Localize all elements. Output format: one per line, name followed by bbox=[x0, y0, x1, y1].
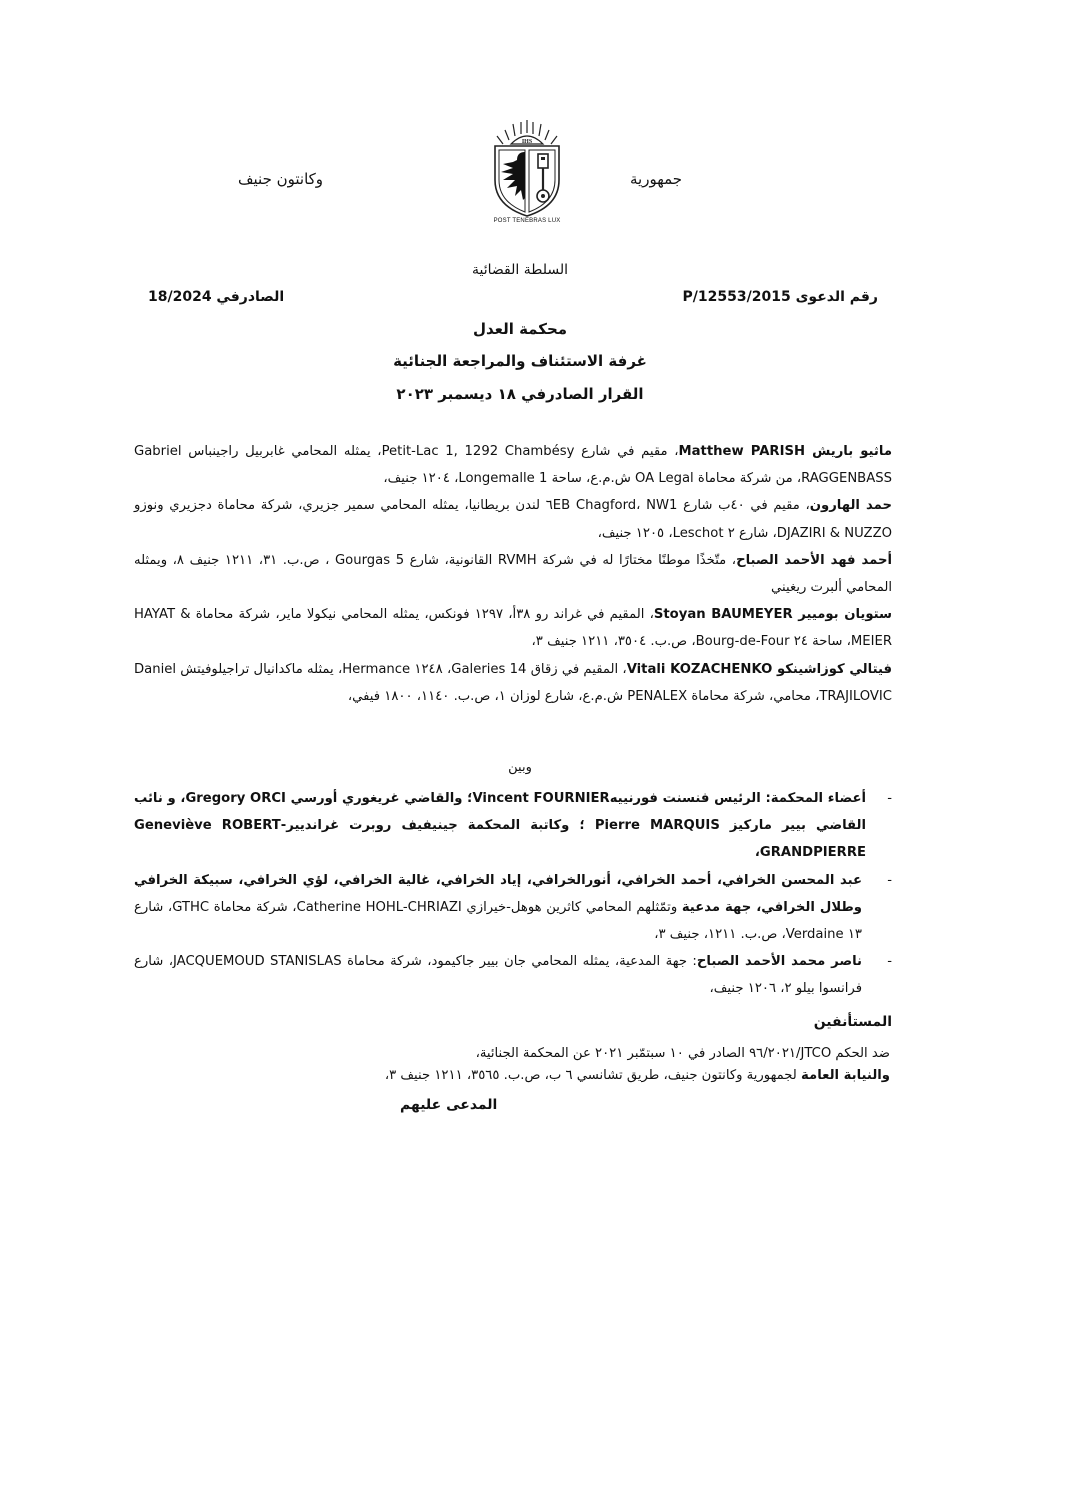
party-paragraph bbox=[134, 601, 892, 655]
party-paragraph bbox=[134, 547, 892, 601]
prosecution-line bbox=[310, 1065, 890, 1087]
between-label: وبين bbox=[508, 760, 532, 775]
header-republic: جمهورية bbox=[630, 170, 683, 188]
decision-date: القرار الصادرفي ١٨ ديسمبر ٢٠٢٣ bbox=[396, 385, 644, 403]
party-name: حمد الهارون bbox=[809, 498, 892, 514]
party-paragraph bbox=[134, 438, 892, 492]
list-item-bold: ناصر محمد الأحمد الصباح bbox=[696, 954, 862, 970]
against-line: ضد الحكم JTCO/٩٦/٢٠٢١ الصادر في ١٠ سبتمّبر ٢٠٢١ عن المحكمة الجنائية، bbox=[475, 1046, 890, 1061]
party-name: فيتالي كوزاشينكو Vitali KOZACHENKO bbox=[626, 661, 892, 677]
list-item bbox=[134, 867, 892, 949]
header-canton: وكانتون جنيف bbox=[238, 170, 324, 188]
parties-section bbox=[134, 438, 892, 710]
appellants-label: المستأنفين bbox=[813, 1014, 892, 1030]
party-name: ستويان بوميير Stoyan BAUMEYER bbox=[653, 607, 892, 623]
party-name: ماثيو باريش Matthew PARISH bbox=[678, 444, 892, 459]
party-paragraph bbox=[134, 656, 892, 710]
party-details: ، المقيم في زقاق Galeries 14، ١٢٤٨ Hermance، يمثله ماكدانيال تراجيلوفيتش Daniel TRAJILOVIC، محامي، شركة محاماة PENALEX ش.م.ع، شارع لوزان ١، ص.ب. ١١٤٠، ١٨٠٠ فيفي، bbox=[134, 661, 892, 704]
geneva-coat-of-arms-icon bbox=[487, 118, 567, 230]
list-item-text: : جهة المدعية، يمثله المحامي جان بيير جاكيمود، شركة محاماة JACQUEMOUD STANISLAS، شارع فرانسوا بيلو ٢، ١٢٠٦ جنيف، bbox=[134, 954, 862, 997]
crest-banner: IHS bbox=[521, 139, 533, 145]
against-judgment bbox=[310, 1043, 890, 1087]
case-number: رقم الدعوى P/12553/2015 bbox=[682, 289, 878, 305]
chamber-title: غرفة الاستئناف والمراجعة الجنائية bbox=[393, 352, 647, 370]
list-item bbox=[134, 785, 892, 867]
court-title: محكمة العدل bbox=[472, 320, 568, 338]
prosecution-text: لجمهورية وكانتون جنيف، طريق تشانسي ٦ ب، ص.ب. ٣٥٦٥، ١٢١١ جنيف ٣، bbox=[384, 1068, 802, 1083]
party-paragraph bbox=[134, 492, 892, 546]
respondents-label: المدعى عليهم bbox=[400, 1097, 498, 1113]
crest-motto: POST TENEBRAS LUX bbox=[493, 218, 561, 224]
issued-reference: الصادرفي 18/2024 bbox=[148, 289, 285, 305]
party-details: ، المقيم في غراند رو ٣٨أ، ١٢٩٧ فونكس، يمثله المحامي نيكولا ماير، شركة محاماة HAYAT & MEIER، ساحة ٢٤ Bourg-de-Four، ص.ب. ٣٥٠٤، ١٢١١ جنيف ٣، bbox=[134, 607, 892, 650]
judicial-authority: السلطة القضائية bbox=[472, 262, 568, 278]
party-details: ، متّخذًا موطنًا مختارًا له في شركة RVMH القانونية، شارع 5 Gourgas ، ص.ب. ٣١، ١٢١١ جنيف ٨، ويمثله المحامي ألبرت ريغيني bbox=[134, 552, 892, 596]
prosecution-bold: والنيابة العامة bbox=[801, 1068, 890, 1083]
list-item-bold: أعضاء المحكمة: الرئيس فنسنت فورنييهVincent FOURNIER؛ والقاضي غريغوري أورسي Gregory ORCI، و نائب القاضي بيير ماركيز Pierre MARQUIS ؛ وكاتبة المحكمة جينيفيف روبرت غرانديير-Geneviève ROBERT GRANDPIERRE، bbox=[134, 791, 866, 861]
list-item-bold: عبد المحسن الخرافي، أحمد الخرافي، أنورالخرافي، إياد الخرافي، غالية الخرافي، لؤي الخرافي، سبيكة الخرافي وطلال الخرافي، جهة مدعية bbox=[134, 872, 862, 915]
list-item-text: وتمّثلهم المحامي كاثرين هوهل-خيرازي Catherine HOHL-CHRIAZI، شركة محاماة GTHC، شارع ١٣ Verdaine، ص.ب. ١٢١١، جنيف ٣، bbox=[134, 899, 862, 943]
party-details: ، مقيم في ٤٠ب شارع Chagford، NW1 ٦EB لندن بريطانيا، يمثله المحامي سمير جزيري، شركة محاماة دجزيري ونوزو DJAZIRI & NUZZO، شارع ٢ Leschot، ١٢٠٥ جنيف، bbox=[134, 498, 892, 541]
party-details: ، مقيم في شارع Petit-Lac 1, 1292 Chambésy، يمثله المحامي غابربيل راجينباس Gabriel RAGGENBASS، من شركة محاماة OA Legal ش.م.ع، ساحة 1 Longemalle، ١٢٠٤ جنيف، bbox=[134, 444, 892, 487]
party-name: أحمد فهد الأحمد الصباح bbox=[736, 552, 893, 568]
court-members-list bbox=[134, 785, 892, 1003]
list-item bbox=[134, 948, 892, 1002]
